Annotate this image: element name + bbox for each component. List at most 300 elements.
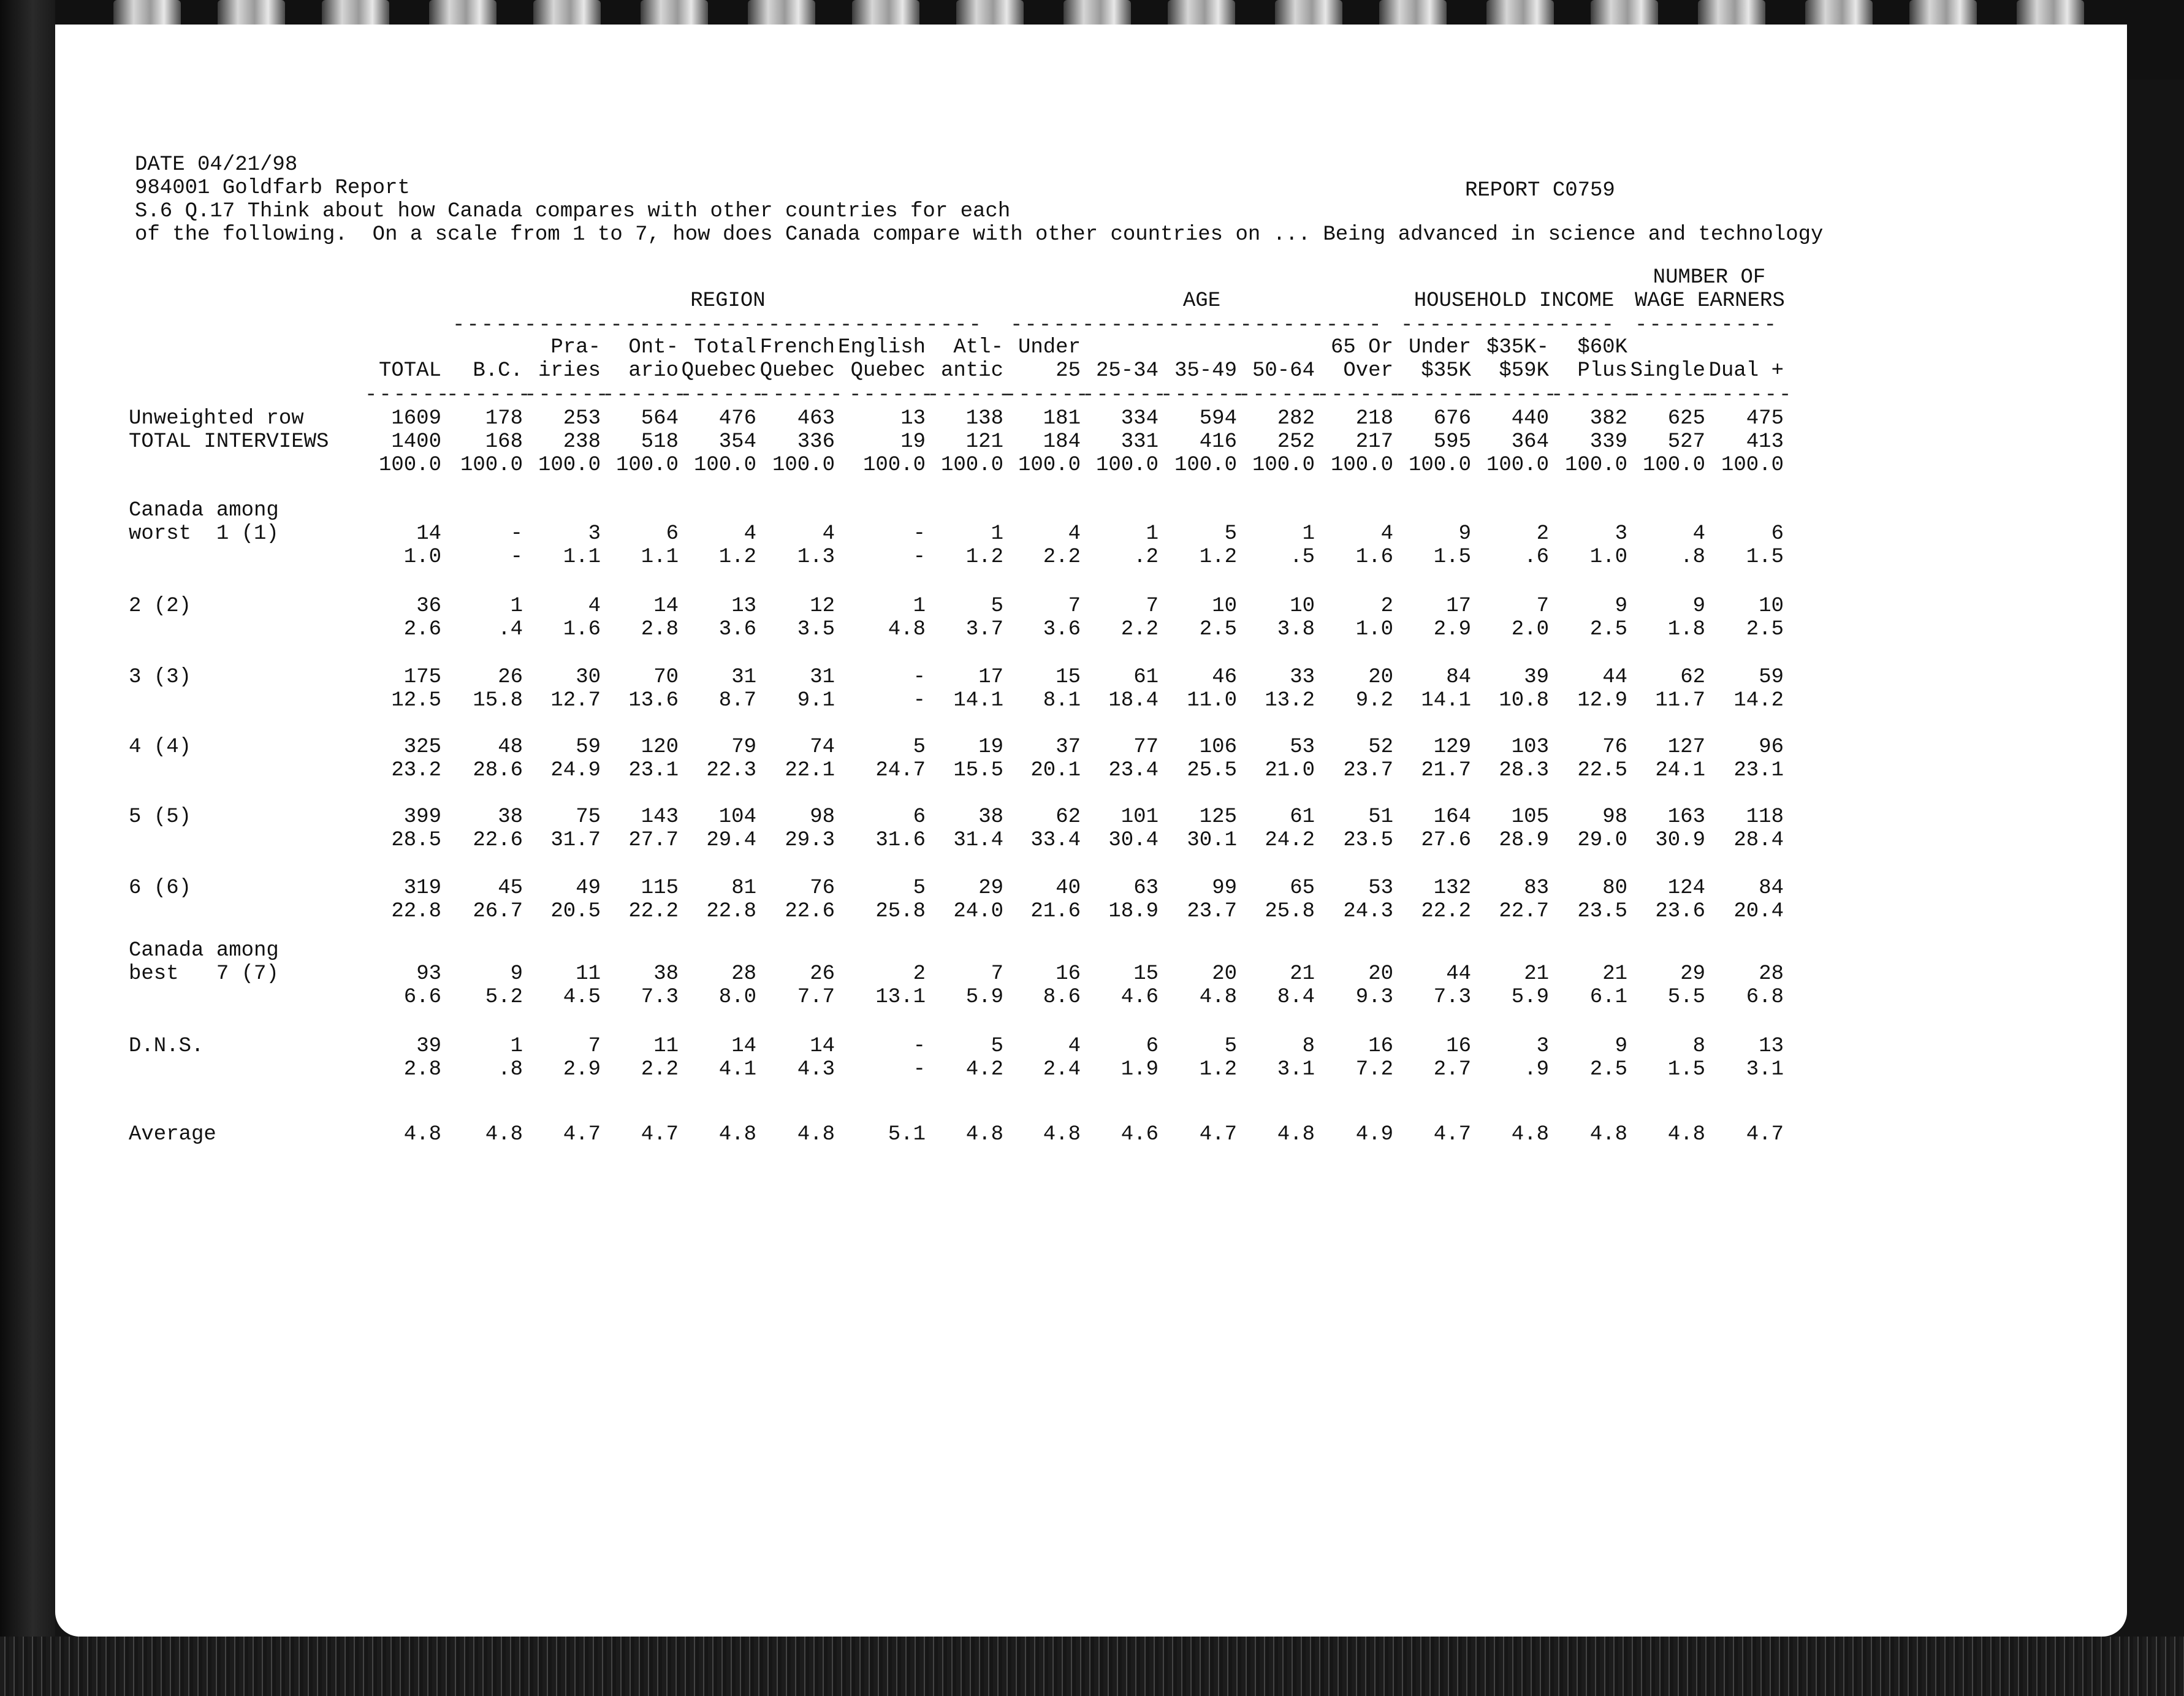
- table-cell: 22.8: [706, 900, 756, 923]
- table-cell: 4.8: [797, 1123, 835, 1146]
- table-cell: 3.1: [1277, 1058, 1315, 1081]
- table-cell: 38: [978, 805, 1003, 829]
- table-cell: 22.1: [785, 759, 835, 782]
- table-cell: 138: [965, 407, 1003, 430]
- table-cell: 4: [588, 595, 601, 618]
- row-label: Average: [129, 1123, 216, 1146]
- table-cell: 1.2: [1199, 546, 1237, 569]
- table-cell: 4.1: [718, 1058, 756, 1081]
- table-cell: 4.7: [1433, 1123, 1471, 1146]
- table-cell: 3.1: [1746, 1058, 1784, 1081]
- table-cell: 100.0: [1721, 454, 1784, 477]
- column-header: 25-34: [1095, 359, 1159, 382]
- table-cell: 2.4: [1043, 1058, 1081, 1081]
- table-cell: 7: [1068, 595, 1081, 618]
- table-cell: 15: [1133, 962, 1159, 986]
- page-bottom-edge: [0, 1637, 2184, 1696]
- table-cell: 252: [1277, 430, 1315, 454]
- table-cell: 282: [1277, 407, 1315, 430]
- row-label: Unweighted row: [129, 407, 304, 430]
- table-cell: 100.0: [1408, 454, 1471, 477]
- table-cell: 21.7: [1421, 759, 1471, 782]
- table-cell: 25.8: [1265, 900, 1315, 923]
- row-label: 6 (6): [129, 877, 192, 900]
- table-cell: 29.4: [706, 829, 756, 852]
- table-cell: 6.6: [403, 986, 441, 1009]
- table-cell: 27.6: [1421, 829, 1471, 852]
- table-cell: 98: [810, 805, 835, 829]
- table-cell: 28: [731, 962, 756, 986]
- table-cell: 7.3: [1433, 986, 1471, 1009]
- table-cell: 8.0: [718, 986, 756, 1009]
- table-cell: 1.3: [797, 546, 835, 569]
- table-cell: 3.5: [797, 618, 835, 641]
- table-cell: 33: [1290, 666, 1315, 689]
- column-header: Under: [1018, 336, 1081, 359]
- table-cell: 175: [403, 666, 441, 689]
- table-cell: 125: [1199, 805, 1237, 829]
- table-cell: 1.2: [1199, 1058, 1237, 1081]
- table-cell: 2.5: [1589, 618, 1627, 641]
- column-underline: ------: [849, 384, 935, 407]
- table-cell: 163: [1667, 805, 1705, 829]
- column-header: $60K: [1577, 336, 1627, 359]
- table-cell: 4.6: [1121, 986, 1159, 1009]
- column-underline: ------: [1707, 384, 1794, 407]
- table-cell: 62: [1680, 666, 1705, 689]
- table-cell: 11: [653, 1035, 679, 1058]
- table-cell: 39: [1524, 666, 1549, 689]
- table-cell: .8: [1680, 546, 1705, 569]
- table-cell: 31.6: [875, 829, 926, 852]
- report-id: REPORT C0759: [1465, 179, 1615, 202]
- table-cell: 96: [1759, 736, 1784, 759]
- group-header: HOUSEHOLD INCOME: [1414, 289, 1615, 313]
- table-cell: 26.7: [473, 900, 523, 923]
- table-cell: 3: [1536, 1035, 1549, 1058]
- table-cell: 17: [1446, 595, 1471, 618]
- table-cell: 22.8: [391, 900, 441, 923]
- table-cell: 4.8: [1589, 1123, 1627, 1146]
- table-cell: 1609: [391, 407, 441, 430]
- table-cell: 38: [498, 805, 523, 829]
- table-cell: 23.5: [1343, 829, 1393, 852]
- table-cell: 1.1: [641, 546, 679, 569]
- table-cell: 46: [1212, 666, 1237, 689]
- table-cell: 4.8: [1511, 1123, 1549, 1146]
- table-cell: 15.5: [953, 759, 1003, 782]
- table-cell: 7.3: [641, 986, 679, 1009]
- table-cell: 80: [1602, 877, 1627, 900]
- table-cell: 20.4: [1733, 900, 1784, 923]
- table-cell: 100.0: [1330, 454, 1393, 477]
- table-cell: 22.7: [1499, 900, 1549, 923]
- table-cell: 22.5: [1577, 759, 1627, 782]
- table-cell: 100.0: [772, 454, 835, 477]
- table-cell: 45: [498, 877, 523, 900]
- column-header: 35-49: [1174, 359, 1237, 382]
- table-cell: 217: [1355, 430, 1393, 454]
- table-cell: 4.5: [563, 986, 601, 1009]
- group-underline: ---------------: [1401, 314, 1616, 337]
- table-cell: 4.8: [1199, 986, 1237, 1009]
- table-cell: 382: [1589, 407, 1627, 430]
- table-cell: 13.1: [875, 986, 926, 1009]
- table-cell: 2.2: [1043, 546, 1081, 569]
- table-cell: 21.6: [1030, 900, 1081, 923]
- table-cell: 24.1: [1655, 759, 1705, 782]
- table-cell: 676: [1433, 407, 1471, 430]
- table-cell: 7.7: [797, 986, 835, 1009]
- table-cell: -: [913, 1035, 926, 1058]
- table-cell: 103: [1511, 736, 1549, 759]
- table-cell: 83: [1524, 877, 1549, 900]
- column-underline: ------: [758, 384, 845, 407]
- table-cell: 2.5: [1746, 618, 1784, 641]
- column-underline: ------: [446, 384, 533, 407]
- column-underline: ------: [1551, 384, 1637, 407]
- table-cell: 2: [1536, 522, 1549, 546]
- report-title: 984001 Goldfarb Report: [135, 177, 410, 200]
- table-cell: 79: [731, 736, 756, 759]
- column-header: antic: [940, 359, 1003, 382]
- table-cell: 44: [1602, 666, 1627, 689]
- table-cell: 14: [653, 595, 679, 618]
- table-cell: 49: [576, 877, 601, 900]
- table-cell: 26: [810, 962, 835, 986]
- table-cell: 2.5: [1589, 1058, 1627, 1081]
- table-cell: 5.2: [485, 986, 523, 1009]
- table-cell: 2: [913, 962, 926, 986]
- table-cell: 23.1: [1733, 759, 1784, 782]
- table-cell: 20: [1368, 666, 1393, 689]
- column-header: 25: [1056, 359, 1081, 382]
- table-cell: 25.5: [1187, 759, 1237, 782]
- table-cell: 118: [1746, 805, 1784, 829]
- table-cell: 65: [1290, 877, 1315, 900]
- table-cell: 1.6: [1355, 546, 1393, 569]
- table-cell: 21.0: [1265, 759, 1315, 782]
- table-cell: 30.4: [1108, 829, 1159, 852]
- column-header: Pra-: [550, 336, 601, 359]
- table-cell: 8: [1692, 1035, 1705, 1058]
- table-cell: 7: [588, 1035, 601, 1058]
- table-cell: 10.8: [1499, 689, 1549, 712]
- column-header: Dual +: [1708, 359, 1784, 382]
- table-cell: 100.0: [1564, 454, 1627, 477]
- table-cell: 22.3: [706, 759, 756, 782]
- table-cell: 23.6: [1655, 900, 1705, 923]
- table-cell: 61: [1290, 805, 1315, 829]
- row-label: Canada among: [129, 499, 279, 522]
- table-cell: 22.2: [628, 900, 679, 923]
- table-cell: 22.2: [1421, 900, 1471, 923]
- table-cell: 3.6: [1043, 618, 1081, 641]
- row-label: worst 1 (1): [129, 522, 279, 546]
- column-header: ario: [628, 359, 679, 382]
- table-cell: 16: [1056, 962, 1081, 986]
- table-cell: .2: [1133, 546, 1159, 569]
- table-cell: 13.6: [628, 689, 679, 712]
- table-cell: 564: [641, 407, 679, 430]
- table-cell: 364: [1511, 430, 1549, 454]
- table-cell: 132: [1433, 877, 1471, 900]
- table-cell: 1.8: [1667, 618, 1705, 641]
- table-cell: 100.0: [1018, 454, 1081, 477]
- table-cell: 9: [510, 962, 523, 986]
- table-cell: 1.0: [403, 546, 441, 569]
- table-cell: 20.5: [550, 900, 601, 923]
- table-cell: 13.2: [1265, 689, 1315, 712]
- group-header: WAGE EARNERS: [1635, 289, 1785, 313]
- table-cell: 9: [1458, 522, 1471, 546]
- table-cell: 14: [731, 1035, 756, 1058]
- table-cell: 6: [1146, 1035, 1159, 1058]
- table-cell: 30.9: [1655, 829, 1705, 852]
- table-cell: 3: [1615, 522, 1627, 546]
- table-cell: 1.0: [1589, 546, 1627, 569]
- table-cell: 4.7: [641, 1123, 679, 1146]
- table-cell: 24.0: [953, 900, 1003, 923]
- table-cell: 21: [1602, 962, 1627, 986]
- table-cell: 14: [810, 1035, 835, 1058]
- table-cell: 2.8: [641, 618, 679, 641]
- table-cell: 7: [1536, 595, 1549, 618]
- table-cell: 5: [913, 877, 926, 900]
- table-cell: 5.1: [888, 1123, 926, 1146]
- table-cell: 2.5: [1199, 618, 1237, 641]
- table-cell: 76: [810, 877, 835, 900]
- column-underline: ------: [1317, 384, 1403, 407]
- table-cell: 14: [416, 522, 441, 546]
- table-cell: 1: [1302, 522, 1315, 546]
- column-underline: ------: [1004, 384, 1090, 407]
- table-cell: 4.8: [888, 618, 926, 641]
- table-cell: 413: [1746, 430, 1784, 454]
- table-cell: 74: [810, 736, 835, 759]
- table-cell: -: [913, 689, 926, 712]
- table-cell: 22.6: [473, 829, 523, 852]
- table-cell: 13: [900, 407, 926, 430]
- table-cell: 2.9: [563, 1058, 601, 1081]
- table-cell: 12.9: [1577, 689, 1627, 712]
- row-label: 3 (3): [129, 666, 192, 689]
- table-cell: 52: [1368, 736, 1393, 759]
- table-cell: -: [510, 522, 523, 546]
- table-cell: 15.8: [473, 689, 523, 712]
- column-underline: ------: [1160, 384, 1247, 407]
- table-cell: 9: [1692, 595, 1705, 618]
- question-line-2: of the following. On a scale from 1 to 7, how does Canada compare with other countries on ... Being advanced in science and technology: [135, 223, 1824, 246]
- row-label: 4 (4): [129, 736, 192, 759]
- question-line-1: S.6 Q.17 Think about how Canada compares with other countries for each: [135, 200, 1011, 223]
- table-cell: 77: [1133, 736, 1159, 759]
- table-cell: 238: [563, 430, 601, 454]
- table-cell: 21: [1524, 962, 1549, 986]
- column-underline: ------: [1082, 384, 1168, 407]
- table-cell: 594: [1199, 407, 1237, 430]
- table-cell: 51: [1368, 805, 1393, 829]
- column-underline: ------: [927, 384, 1013, 407]
- table-cell: 24.2: [1265, 829, 1315, 852]
- table-cell: 24.9: [550, 759, 601, 782]
- table-cell: 100.0: [538, 454, 601, 477]
- table-cell: 4.8: [718, 1123, 756, 1146]
- table-cell: 31: [731, 666, 756, 689]
- table-cell: 4.8: [965, 1123, 1003, 1146]
- column-underline: ------: [365, 384, 451, 407]
- column-underline: ------: [1629, 384, 1715, 407]
- table-cell: 6.8: [1746, 986, 1784, 1009]
- table-cell: 10: [1212, 595, 1237, 618]
- table-cell: 59: [1759, 666, 1784, 689]
- report-page: [55, 25, 2127, 1637]
- table-cell: 100.0: [1486, 454, 1549, 477]
- table-cell: 2.2: [641, 1058, 679, 1081]
- table-cell: 12.5: [391, 689, 441, 712]
- table-cell: 3.7: [965, 618, 1003, 641]
- table-cell: 4.7: [1199, 1123, 1237, 1146]
- table-cell: 416: [1199, 430, 1237, 454]
- table-cell: 81: [731, 877, 756, 900]
- group-header: AGE: [1182, 289, 1221, 313]
- table-cell: 44: [1446, 962, 1471, 986]
- table-cell: 1: [510, 1035, 523, 1058]
- table-cell: .4: [498, 618, 523, 641]
- column-underline: ------: [524, 384, 611, 407]
- table-cell: 100.0: [1252, 454, 1315, 477]
- table-cell: 23.1: [628, 759, 679, 782]
- table-cell: 31: [810, 666, 835, 689]
- column-header: Quebec: [681, 359, 756, 382]
- table-cell: 8.7: [718, 689, 756, 712]
- table-cell: 23.2: [391, 759, 441, 782]
- table-cell: 1: [510, 595, 523, 618]
- table-cell: 13: [1759, 1035, 1784, 1058]
- group-underline: --------------------------: [1010, 314, 1383, 337]
- table-cell: 37: [1056, 736, 1081, 759]
- table-cell: 354: [718, 430, 756, 454]
- table-cell: 100.0: [460, 454, 523, 477]
- table-cell: 8.6: [1043, 986, 1081, 1009]
- table-cell: 4: [1380, 522, 1393, 546]
- table-cell: 9.1: [797, 689, 835, 712]
- table-cell: 30.1: [1187, 829, 1237, 852]
- row-label: Canada among: [129, 939, 279, 962]
- table-cell: 8: [1302, 1035, 1315, 1058]
- column-header: Over: [1343, 359, 1393, 382]
- table-cell: 16: [1368, 1035, 1393, 1058]
- table-cell: 5.9: [965, 986, 1003, 1009]
- table-cell: 11: [576, 962, 601, 986]
- column-header: Under: [1408, 336, 1471, 359]
- table-cell: 2.6: [403, 618, 441, 641]
- table-cell: 100.0: [1095, 454, 1159, 477]
- table-cell: 4.7: [563, 1123, 601, 1146]
- table-cell: 5.5: [1667, 986, 1705, 1009]
- table-cell: .9: [1524, 1058, 1549, 1081]
- table-cell: 27.7: [628, 829, 679, 852]
- table-cell: 10: [1759, 595, 1784, 618]
- table-cell: 6: [1771, 522, 1784, 546]
- table-cell: 29.3: [785, 829, 835, 852]
- table-cell: 100.0: [862, 454, 926, 477]
- table-cell: 30: [576, 666, 601, 689]
- table-cell: 331: [1121, 430, 1159, 454]
- table-cell: .6: [1524, 546, 1549, 569]
- column-header: English: [838, 336, 926, 359]
- table-cell: 24.7: [875, 759, 926, 782]
- table-cell: 29.0: [1577, 829, 1627, 852]
- table-cell: 98: [1602, 805, 1627, 829]
- column-header: $35K: [1421, 359, 1471, 382]
- table-cell: 4.2: [965, 1058, 1003, 1081]
- table-cell: 527: [1667, 430, 1705, 454]
- table-cell: 1.5: [1746, 546, 1784, 569]
- table-cell: 14.1: [953, 689, 1003, 712]
- row-label: D.N.S.: [129, 1035, 204, 1058]
- table-cell: 476: [718, 407, 756, 430]
- table-cell: 28: [1759, 962, 1784, 986]
- table-cell: 4: [1068, 522, 1081, 546]
- table-cell: 143: [641, 805, 679, 829]
- table-cell: 5: [1224, 1035, 1237, 1058]
- table-cell: 4.9: [1355, 1123, 1393, 1146]
- table-cell: 29: [978, 877, 1003, 900]
- table-cell: 6: [666, 522, 679, 546]
- table-cell: 106: [1199, 736, 1237, 759]
- table-cell: 120: [641, 736, 679, 759]
- table-cell: 26: [498, 666, 523, 689]
- table-cell: 19: [978, 736, 1003, 759]
- column-header: $35K-: [1486, 336, 1549, 359]
- table-cell: 5.9: [1511, 986, 1549, 1009]
- table-cell: 93: [416, 962, 441, 986]
- column-header: Quebec: [850, 359, 926, 382]
- table-cell: 184: [1043, 430, 1081, 454]
- table-cell: 20: [1368, 962, 1393, 986]
- table-cell: 62: [1056, 805, 1081, 829]
- column-header: B.C.: [473, 359, 523, 382]
- table-cell: 5: [991, 1035, 1003, 1058]
- table-cell: -: [510, 546, 523, 569]
- table-cell: 84: [1759, 877, 1784, 900]
- table-cell: 124: [1667, 877, 1705, 900]
- table-cell: 10: [1290, 595, 1315, 618]
- table-cell: 336: [797, 430, 835, 454]
- table-cell: 399: [403, 805, 441, 829]
- table-cell: 28.4: [1733, 829, 1784, 852]
- table-cell: 19: [900, 430, 926, 454]
- table-cell: 115: [641, 877, 679, 900]
- column-underline: ------: [680, 384, 766, 407]
- column-underline: ------: [602, 384, 688, 407]
- report-date: DATE 04/21/98: [135, 153, 298, 177]
- column-header: Total: [693, 336, 756, 359]
- table-cell: 2.8: [403, 1058, 441, 1081]
- table-cell: 15: [1056, 666, 1081, 689]
- table-cell: 31.7: [550, 829, 601, 852]
- table-cell: 2: [1380, 595, 1393, 618]
- table-cell: 18.9: [1108, 900, 1159, 923]
- table-cell: 4: [822, 522, 835, 546]
- table-cell: -: [913, 1058, 926, 1081]
- table-cell: 22.6: [785, 900, 835, 923]
- table-cell: 218: [1355, 407, 1393, 430]
- table-cell: -: [913, 522, 926, 546]
- table-cell: 100.0: [1642, 454, 1705, 477]
- table-cell: 11.0: [1187, 689, 1237, 712]
